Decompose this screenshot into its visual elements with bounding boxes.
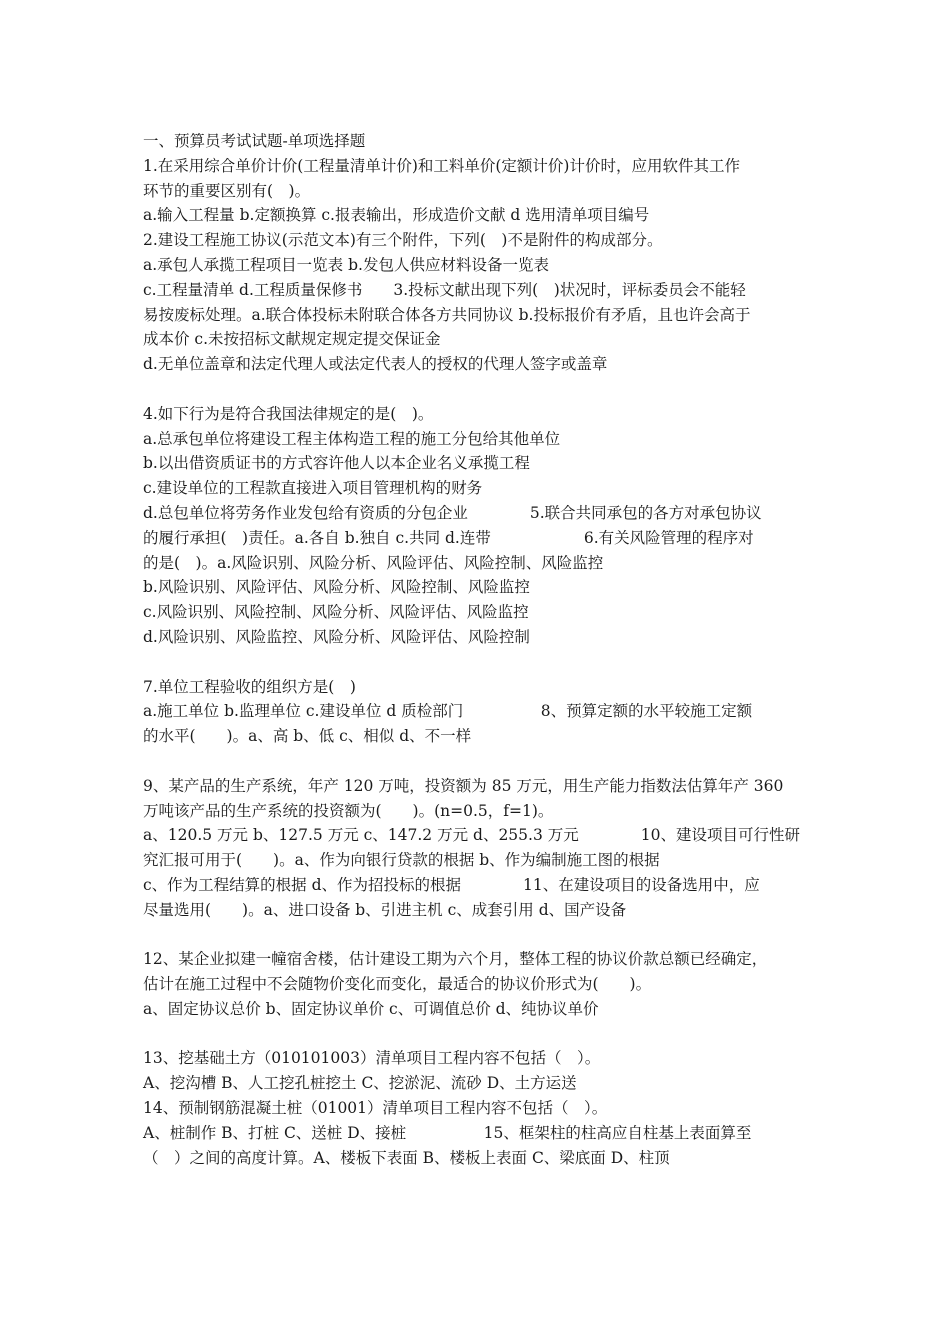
question-4-option-b: b.以出借资质证书的方式容许他人以本企业名义承揽工程 <box>143 454 530 473</box>
question-14-15-text: A、桩制作 B、打桩 C、送桩 D、接桩 15、框架柱的柱高应自柱基上表面算至 <box>143 1123 752 1142</box>
question-9-stem: 9、某产品的生产系统，年产 120 万吨，投资额为 85 万元，用生产能力指数法估算年产 360 <box>143 776 784 795</box>
section-heading: 一、预算员考试试题-单项选择题 <box>143 132 366 150</box>
spacer <box>143 749 813 774</box>
question-4-stem: 4.如下行为是符合我国法律规定的是( )。 <box>143 404 434 423</box>
question-2-options: a.承包人承揽工程项目一览表 b.发包人供应材料设备一览表 <box>143 255 549 274</box>
question-1-options: a.输入工程量 b.定额换算 c.报表输出，形成造价文献 d 选用清单项目编号 <box>143 206 650 225</box>
question-13-stem: 13、挖基础土方（010101003）清单项目工程内容不包括（ ）。 <box>143 1049 601 1068</box>
question-1-stem: 1.在采用综合单价计价(工程量清单计价)和工料单价(定额计价)计价时，应用软件其工作 <box>143 156 740 175</box>
question-3-option-d: d.无单位盖章和法定代理人或法定代表人的授权的代理人签字或盖章 <box>143 355 608 374</box>
question-7-stem: 7.单位工程验收的组织方是( ) <box>143 677 356 696</box>
question-4-option-a: a.总承包单位将建设工程主体构造工程的施工分包给其他单位 <box>143 429 561 448</box>
question-2-3-text: c.工程量清单 d.工程质量保修书 3.投标文献出现下列( )状况时，评标委员会不能轻 <box>143 280 746 299</box>
spacer <box>143 1022 813 1047</box>
question-13-options: A、挖沟槽 B、人工挖孔桩挖土 C、挖淤泥、流砂 D、土方运送 <box>143 1074 577 1093</box>
question-6-option-a: 的是( )。a.风险识别、风险分析、风险评估、风险控制、风险监控 <box>143 553 604 572</box>
spacer <box>143 923 813 948</box>
question-1-stem-cont: 环节的重要区别有( )。 <box>143 181 311 200</box>
spacer <box>143 650 813 675</box>
document-body <box>143 129 813 1170</box>
question-12-options: a、固定协议总价 b、固定协议单价 c、可调值总价 d、纯协议单价 <box>143 999 599 1018</box>
question-3-text-cont: 成本价 c.未按招标文献规定规定提交保证金 <box>143 330 441 349</box>
question-4-5-text: d.总包单位将劳务作业发包给有资质的分包企业 5.联合共同承包的各方对承包协议 <box>143 503 762 522</box>
question-3-text: 易按废标处理。a.联合体投标未附联合体各方共同协议 b.投标报价有矛盾，且也许会高于 <box>143 305 751 324</box>
question-2-stem: 2.建设工程施工协议(示范文本)有三个附件，下列( )不是附件的构成部分。 <box>143 231 663 250</box>
spacer <box>143 377 813 402</box>
question-14-stem: 14、预制钢筋混凝土桩（01001）清单项目工程内容不包括（ ）。 <box>143 1099 608 1118</box>
question-15-text: （ ）之间的高度计算。A、楼板下表面 B、楼板上表面 C、梁底面 D、柱顶 <box>143 1148 670 1167</box>
question-6-option-c: c.风险识别、风险控制、风险分析、风险评估、风险监控 <box>143 603 529 622</box>
question-11-text: 尽量选用( )。a、进口设备 b、引进主机 c、成套引用 d、国产设备 <box>143 900 627 919</box>
question-10-11-text: c、作为工程结算的根据 d、作为招投标的根据 11、在建设项目的设备选用中，应 <box>143 875 760 894</box>
question-12-stem: 12、某企业拟建一幢宿舍楼，估计建设工期为六个月，整体工程的协议价款总额已经确定， <box>143 950 768 969</box>
question-9-10-text: a、120.5 万元 b、127.5 万元 c、147.2 万元 d、255.3 万元 10、建设项目可行性研 <box>143 826 800 845</box>
question-10-text: 究汇报可用于( )。a、作为向银行贷款的根据 b、作为编制施工图的根据 <box>143 851 660 870</box>
question-4-option-c: c.建设单位的工程款直接进入项目管理机构的财务 <box>143 479 483 498</box>
question-9-stem-cont: 万吨该产品的生产系统的投资额为( )。(n=0.5，f=1)。 <box>143 801 554 820</box>
question-6-option-b: b.风险识别、风险评估、风险分析、风险控制、风险监控 <box>143 578 530 597</box>
question-5-6-text: 的履行承担( )责任。a.各自 b.独自 c.共同 d.连带 6.有关风险管理的程序对 <box>143 528 754 547</box>
question-7-8-text: a.施工单位 b.监理单位 c.建设单位 d 质检部门 8、预算定额的水平较施工定额 <box>143 702 753 721</box>
question-6-option-d: d.风险识别、风险监控、风险分析、风险评估、风险控制 <box>143 627 530 646</box>
question-12-stem-cont: 估计在施工过程中不会随物价变化而变化，最适合的协议价形式为( )。 <box>143 975 652 994</box>
question-8-text: 的水平( )。a、高 b、低 c、相似 d、不一样 <box>143 727 472 746</box>
